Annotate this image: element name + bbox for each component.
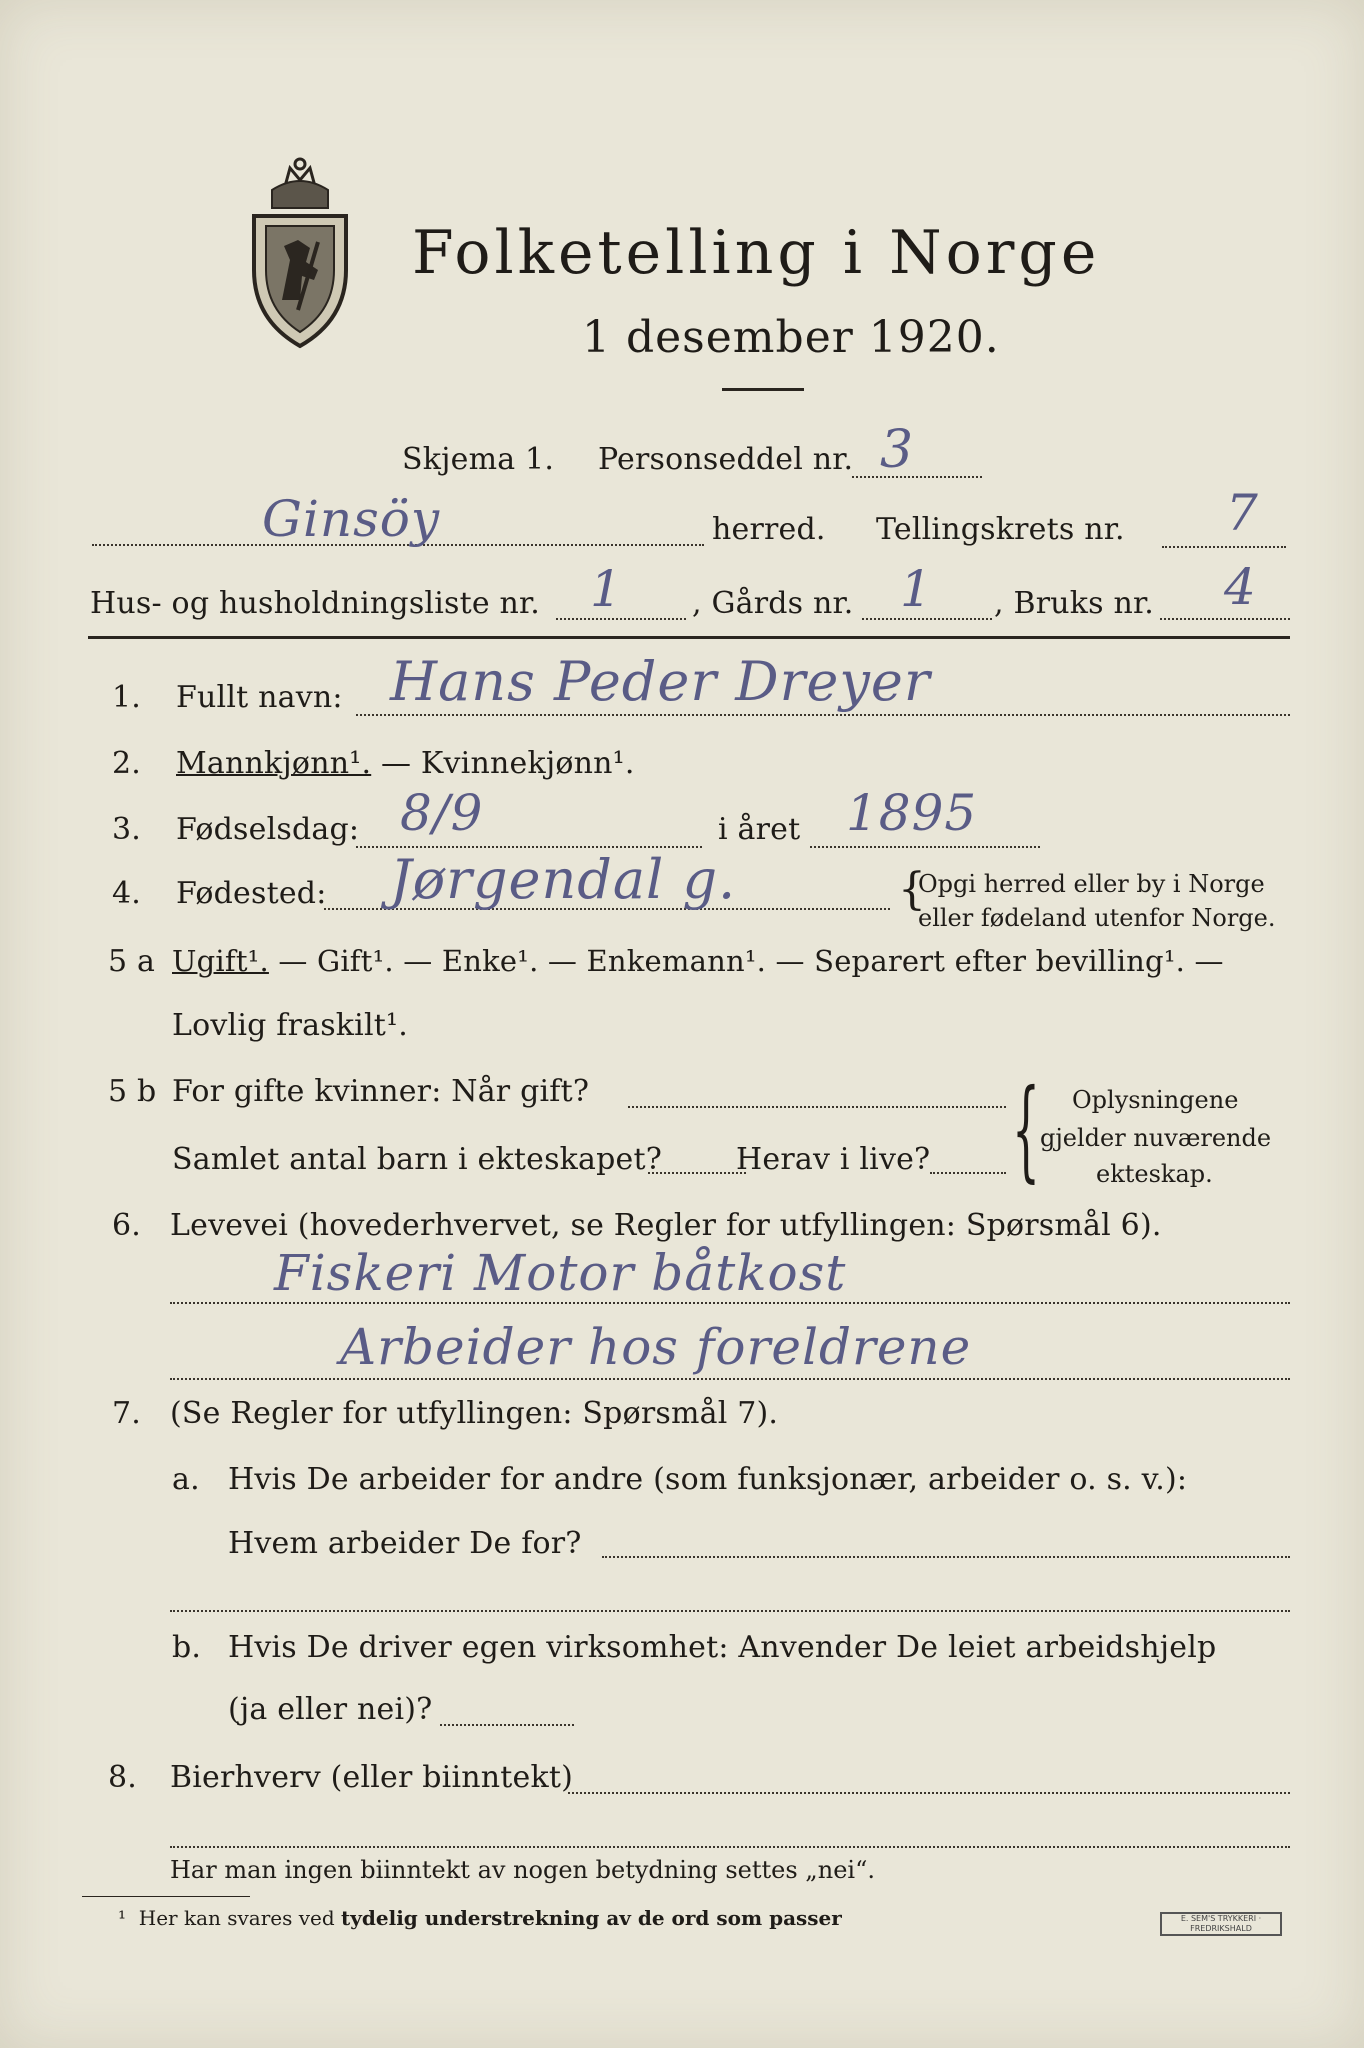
- tellingskrets-label: Tellingskrets nr.: [876, 512, 1125, 547]
- gender-female-option[interactable]: Kvinnekjønn¹.: [420, 746, 635, 781]
- bruks-value: 4: [1224, 558, 1257, 616]
- marital-divorced-option[interactable]: Lovlig fraskilt¹.: [172, 1008, 408, 1043]
- hus-label: Hus- og husholdningsliste nr.: [90, 586, 541, 621]
- footnote-divider: [82, 1896, 250, 1897]
- q7-label: (Se Regler for utfyllingen: Spørsmål 7).: [170, 1396, 779, 1431]
- occupation-value-1: Fiskeri Motor båtkost: [274, 1244, 847, 1302]
- marital-unmarried-option[interactable]: Ugift¹.: [172, 944, 269, 978]
- birth-year-label: i året: [718, 812, 801, 847]
- marriage-note-1: Oplysningene: [1072, 1086, 1239, 1114]
- q7b-label-2: (ja eller nei)?: [228, 1692, 433, 1727]
- q7b-label-1: Hvis De driver egen virksomhet: Anvender De leiet arbeidshjelp: [228, 1630, 1217, 1665]
- gards-field[interactable]: [862, 618, 992, 620]
- marital-other-options[interactable]: — Gift¹. — Enke¹. — Enkemann¹. — Separert efter bevilling¹. —: [268, 944, 1224, 978]
- q3-label: Fødselsdag:: [176, 812, 360, 847]
- hired-help-field[interactable]: [440, 1724, 574, 1726]
- occupation-label: Levevei (hovederhvervet, se Regler for utfyllingen: Spørsmål 6).: [170, 1208, 1162, 1243]
- norwegian-coat-of-arms-icon: [244, 150, 356, 350]
- employer-field-2[interactable]: [170, 1610, 1290, 1612]
- herred-label: herred.: [712, 512, 826, 547]
- personseddel-field[interactable]: [852, 476, 982, 478]
- full-name-value: Hans Peder Dreyer: [390, 650, 931, 713]
- schema-label: Skjema 1.: [402, 442, 555, 477]
- personseddel-value: 3: [880, 420, 915, 480]
- q7b-letter: b.: [172, 1630, 202, 1665]
- header-separator: [88, 636, 1290, 639]
- when-married-field[interactable]: [628, 1106, 1006, 1108]
- bruks-label: , Bruks nr.: [994, 586, 1154, 621]
- marital-status-options: [172, 944, 1224, 978]
- q6-number: 6.: [112, 1208, 142, 1243]
- gards-label: , Gårds nr.: [692, 586, 854, 621]
- side-income-note: Har man ingen biinntekt av nogen betydning settes „nei“.: [170, 1856, 875, 1884]
- birthplace-value: Jørgendal g.: [390, 848, 737, 911]
- children-total-label: Samlet antal barn i ekteskapet?: [172, 1142, 663, 1177]
- birthplace-note-2: eller fødeland utenfor Norge.: [918, 904, 1276, 932]
- hus-field[interactable]: [556, 618, 686, 620]
- birthdate-value: 8/9: [400, 784, 484, 842]
- marriage-note-2: gjelder nuværende: [1040, 1124, 1272, 1152]
- personseddel-label: Personseddel nr.: [598, 442, 854, 477]
- herred-value: Ginsöy: [262, 490, 441, 548]
- printer-stamp: E. SEM'S TRYKKERI · FREDRIKSHALD: [1160, 1912, 1282, 1936]
- q7a-label-2: Hvem arbeider De for?: [228, 1526, 582, 1561]
- gards-value: 1: [900, 560, 933, 618]
- q2-number: 2.: [112, 746, 142, 781]
- side-income-field[interactable]: [568, 1792, 1290, 1794]
- birth-year-value: 1895: [846, 784, 978, 842]
- q7a-letter: a.: [172, 1462, 200, 1497]
- title-divider: [722, 388, 804, 391]
- gender-options: Mannkjønn¹. — Kvinnekjønn¹.: [176, 746, 635, 781]
- q1-number: 1.: [112, 680, 142, 715]
- children-total-field[interactable]: [648, 1172, 746, 1174]
- q7a-label-1: Hvis De arbeider for andre (som funksjonær, arbeider o. s. v.):: [228, 1462, 1188, 1497]
- occupation-field-2[interactable]: [170, 1378, 1290, 1380]
- marriage-note-3: ekteskap.: [1096, 1160, 1213, 1188]
- birth-year-field[interactable]: [810, 846, 1040, 848]
- when-married-label: For gifte kvinner: Når gift?: [172, 1074, 590, 1109]
- side-income-label: Bierhverv (eller biinntekt): [170, 1760, 574, 1795]
- q4-number: 4.: [112, 876, 142, 911]
- q1-label: Fullt navn:: [176, 680, 343, 715]
- bruks-field[interactable]: [1160, 618, 1290, 620]
- children-alive-field[interactable]: [930, 1172, 1006, 1174]
- children-alive-label: Herav i live?: [736, 1142, 931, 1177]
- occupation-value-2: Arbeider hos foreldrene: [340, 1318, 972, 1376]
- hus-value: 1: [590, 560, 623, 618]
- q5b-number: 5 b: [108, 1074, 157, 1109]
- gender-male-option[interactable]: Mannkjønn¹.: [176, 746, 372, 781]
- employer-field[interactable]: [602, 1556, 1290, 1558]
- birthplace-brace: {: [898, 864, 926, 915]
- birthplace-note-1: Opgi herred eller by i Norge: [918, 870, 1265, 898]
- tellingskrets-field[interactable]: [1162, 546, 1286, 548]
- occupation-field-1[interactable]: [170, 1302, 1290, 1304]
- full-name-field[interactable]: [356, 714, 1290, 716]
- form-subtitle: 1 desember 1920.: [582, 312, 1000, 363]
- footnote-text: ¹ Her kan svares ved tydelig understrekning av de ord som passer: [118, 1906, 842, 1930]
- marriage-note-brace: {: [1012, 1065, 1040, 1193]
- q7-number: 7.: [112, 1396, 142, 1431]
- q8-number: 8.: [108, 1760, 138, 1795]
- side-income-field-2[interactable]: [170, 1846, 1290, 1848]
- tellingskrets-value: 7: [1226, 484, 1259, 542]
- q3-number: 3.: [112, 812, 142, 847]
- q4-label: Fødested:: [176, 876, 327, 911]
- form-title: Folketelling i Norge: [412, 218, 1101, 288]
- q5a-number: 5 a: [108, 944, 156, 979]
